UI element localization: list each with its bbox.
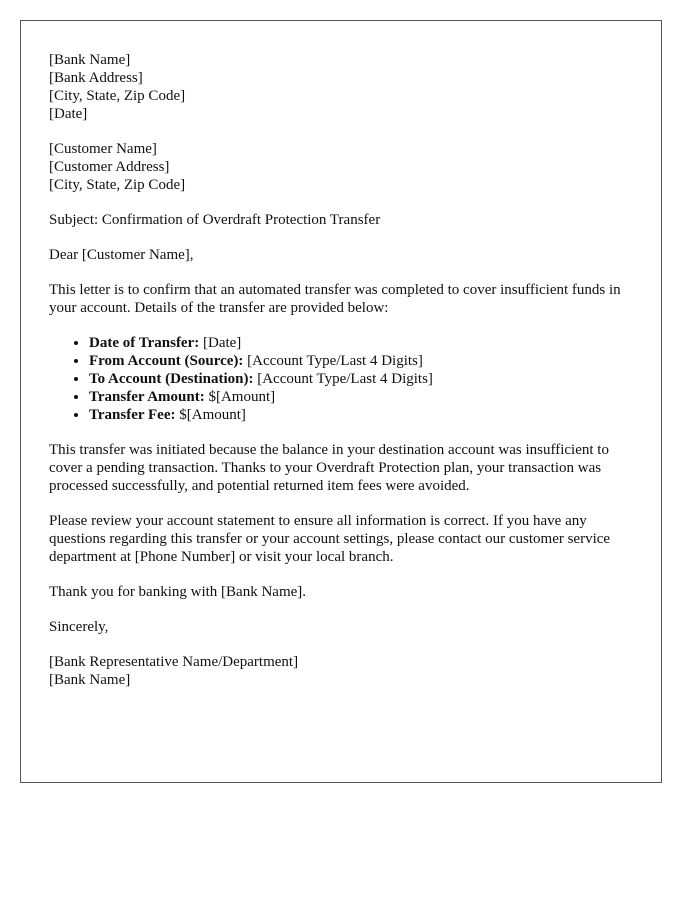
subject-line: Subject: Confirmation of Overdraft Protection Transfer bbox=[49, 212, 381, 228]
detail-value: $[Amount] bbox=[204, 389, 276, 405]
detail-label: Transfer Amount: bbox=[89, 389, 205, 405]
review-paragraph: Please review your account statement to ensure all information is correct. If you have any questions regarding this transfer or your account settings, please contact our customer service department at [Phone Number] or visit your local branch. bbox=[49, 513, 611, 565]
detail-label: Date of Transfer: bbox=[89, 335, 200, 351]
closing: Sincerely, bbox=[49, 619, 109, 635]
customer-city-state-zip: [City, State, Zip Code] bbox=[49, 177, 186, 193]
detail-item bbox=[89, 406, 632, 424]
intro-paragraph: This letter is to confirm that an automated transfer was completed to cover insufficient funds in your account. Details of the transfer are provided below: bbox=[49, 282, 621, 316]
sender-address bbox=[49, 51, 632, 123]
thanks-paragraph: Thank you for banking with [Bank Name]. bbox=[49, 584, 307, 600]
detail-item bbox=[89, 352, 632, 370]
detail-item bbox=[89, 334, 632, 352]
detail-label: From Account (Source): bbox=[89, 353, 244, 369]
detail-item bbox=[89, 388, 632, 406]
customer-address: [Customer Address] bbox=[49, 159, 170, 175]
detail-value: $[Amount] bbox=[175, 407, 246, 423]
signature-block bbox=[49, 653, 632, 689]
detail-item bbox=[89, 370, 632, 388]
bank-address: [Bank Address] bbox=[49, 70, 143, 86]
letter-date: [Date] bbox=[49, 106, 88, 122]
recipient-address bbox=[49, 140, 632, 194]
customer-name: [Customer Name] bbox=[49, 141, 157, 157]
detail-value: [Date] bbox=[199, 335, 242, 351]
reason-paragraph: This transfer was initiated because the balance in your destination account was insufficient to cover a pending transaction. Thanks to your Overdraft Protection plan, your transaction was processed successfully, and potential returned item fees were avoided. bbox=[49, 442, 609, 494]
bank-city-state-zip: [City, State, Zip Code] bbox=[49, 88, 186, 104]
detail-label: To Account (Destination): bbox=[89, 371, 254, 387]
signature-bank-name: [Bank Name] bbox=[49, 672, 131, 688]
transfer-details-list bbox=[49, 334, 632, 424]
bank-name: [Bank Name] bbox=[49, 52, 131, 68]
representative-name: [Bank Representative Name/Department] bbox=[49, 654, 299, 670]
detail-value: [Account Type/Last 4 Digits] bbox=[243, 353, 423, 369]
detail-label: Transfer Fee: bbox=[89, 407, 176, 423]
salutation: Dear [Customer Name], bbox=[49, 247, 194, 263]
detail-value: [Account Type/Last 4 Digits] bbox=[253, 371, 433, 387]
letter bbox=[20, 20, 662, 783]
